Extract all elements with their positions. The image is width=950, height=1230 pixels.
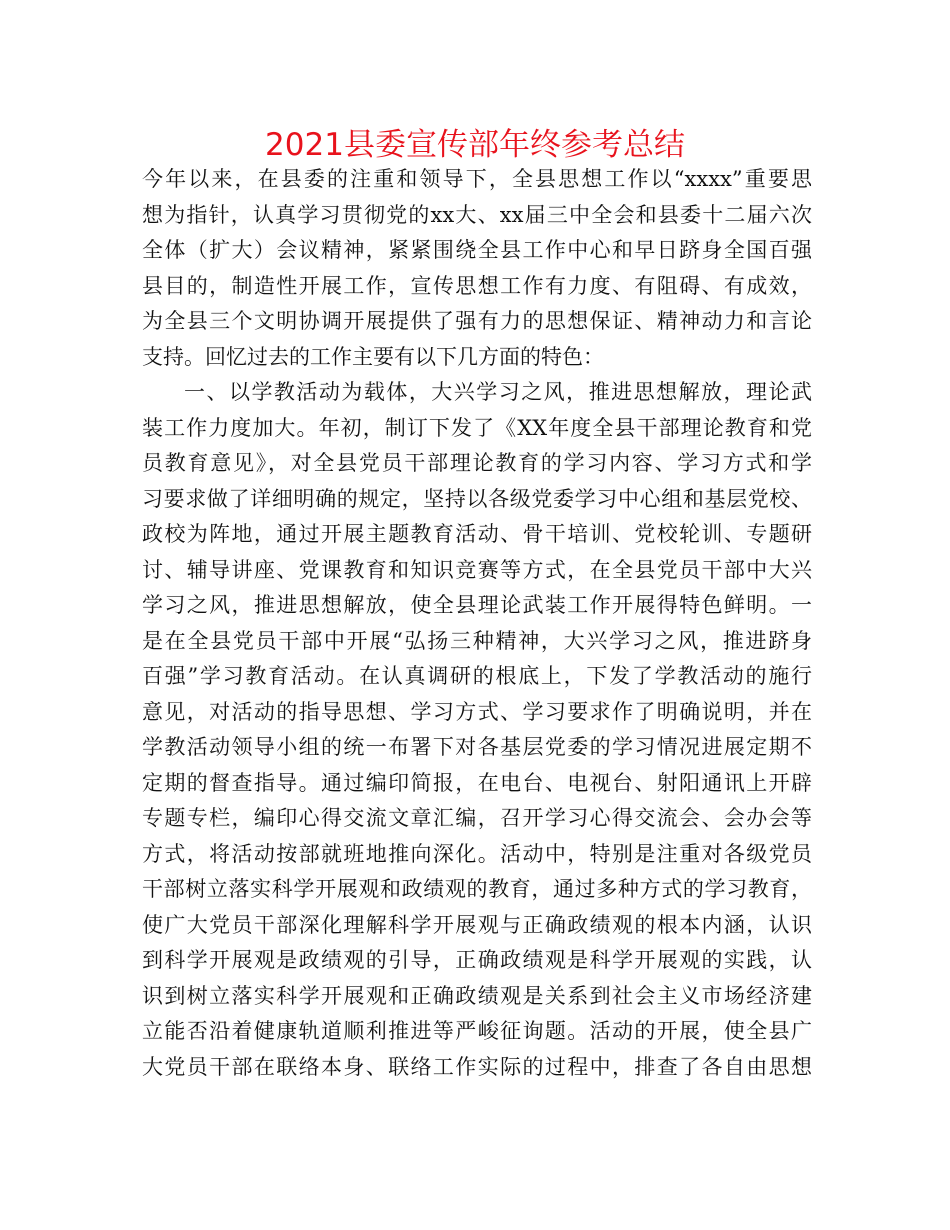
text-line: 百强”学习教育活动。在认真调研的根底上，下发了学教活动的施行 (142, 664, 812, 688)
text-line: 学教活动领导小组的统一布署下对各基层党委的学习情况进展定期不 (142, 735, 812, 759)
text-line: 是在全县党员干部中开展“弘扬三种精神，大兴学习之风，推进跻身 (142, 628, 812, 653)
text-line: 立能否沿着健康轨道顺利推进等严峻征询题。活动的开展，使全县广 (142, 1019, 812, 1043)
text-line: 干部树立落实科学开展观和政绩观的教育，通过多种方式的学习教育， (142, 877, 812, 901)
text-line: 习要求做了详细明确的规定，坚持以各级党委学习中心组和基层党校、 (142, 486, 812, 511)
text-line: 县目的，制造性开展工作，宣传思想工作有力度、有阻碍、有成效， (142, 273, 812, 298)
text-line: 意见，对活动的指导思想、学习方式、学习要求作了明确说明，并在 (142, 699, 812, 724)
text-line: 员教育意见》，对全县党员干部理论教育的学习内容、学习方式和学 (142, 451, 812, 475)
text-line: 讨、辅导讲座、党课教育和知识竞赛等方式，在全县党员干部中大兴 (142, 557, 812, 582)
text-line: 识到树立落实科学开展观和正确政绩观是关系到社会主义市场经济建 (142, 983, 812, 1008)
text-line: 一、以学教活动为载体，大兴学习之风，推进思想解放，理论武 (184, 380, 812, 404)
text-line: 定期的督查指导。通过编印简报，在电台、电视台、射阳通讯上开辟 (142, 770, 812, 795)
text-line: 学习之风，推进思想解放，使全县理论武装工作开展得特色鲜明。一 (142, 593, 812, 617)
document-body (142, 162, 812, 1085)
text-line: 为全县三个文明协调开展提供了强有力的思想保证、精神动力和言论 (142, 309, 812, 333)
text-line: 大党员干部在联络本身、联络工作实际的过程中，排查了各自由思想 (142, 1054, 812, 1079)
text-line: 支持。回忆过去的工作主要有以下几方面的特色： (142, 344, 604, 369)
text-line: 想为指针，认真学习贯彻党的xx大、xx届三中全会和县委十二届六次 (142, 202, 812, 227)
text-line: 到科学开展观是政绩观的引导，正确政绩观是科学开展观的实践，认 (142, 948, 812, 972)
text-line: 方式，将活动按部就班地推向深化。活动中，特别是注重对各级党员 (142, 841, 812, 866)
text-line: 政校为阵地，通过开展主题教育活动、骨干培训、党校轮训、专题研 (142, 522, 812, 546)
text-line: 全体（扩大）会议精神，紧紧围绕全县工作中心和早日跻身全国百强 (142, 238, 812, 262)
text-line: 装工作力度加大。年初，制订下发了《XX年度全县干部理论教育和党 (142, 415, 812, 440)
text-line: 使广大党员干部深化理解科学开展观与正确政绩观的根本内涵，认识 (142, 912, 812, 937)
document-title: 2021县委宣传部年终参考总结 (265, 127, 685, 163)
text-line: 今年以来，在县委的注重和领导下，全县思想工作以“xxxx”重要思 (142, 167, 812, 191)
text-line: 专题专栏，编印心得交流文章汇编，召开学习心得交流会、会办会等 (142, 806, 812, 830)
